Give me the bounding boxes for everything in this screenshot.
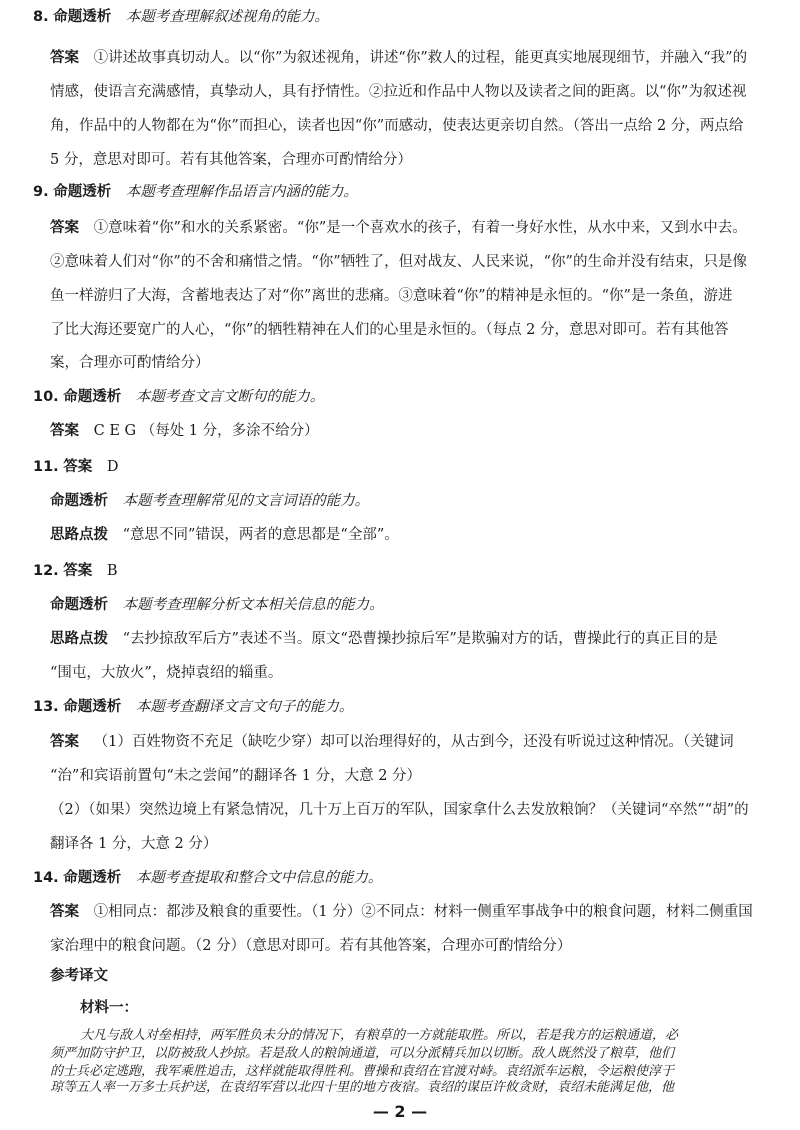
q13-heading [33,697,353,717]
hint-text: “去抄掠敌军后方”表述不当。原文“恐曹操抄掠后军”是欺骗对方的话，曹操此行的真正目的是 [122,631,718,647]
q8-answer-line-2: 情感，使语言充满感情，真挚动人，具有抒情性。②拉近和作品中人物以及读者之间的距离。以“你”为叙述视 [50,84,747,100]
answer-label: 答案 [50,904,79,920]
q9-answer-line-1 [50,218,747,238]
analysis-text: 本题考查理解分析文本相关信息的能力。 [122,597,384,613]
analysis-label: 命题透析 [53,9,112,25]
material-title: 材料一： [80,1000,138,1016]
q13-answer-line-4: 翻译各 1 分，大意 2 分） [50,836,218,852]
q8-answer-line-3: 角，作品中的人物都在为“你”而担心，读者也因“你”而感动，使表达更亲切自然。（答出一点给 2 分，两点给 [50,118,744,134]
hint-label: 思路点拨 [50,631,108,647]
q9-answer-line-5: 案，合理亦可酌情给分） [50,355,210,371]
question-number: 12. [33,563,59,579]
analysis-label: 命题透析 [63,699,122,715]
answer-choice: B [106,563,118,579]
question-number: 13. [33,699,59,715]
translation-line-4: 琼等五人率一万多士兵护送，在袁绍军营以北四十里的地方夜宿。袁绍的谋臣许攸贪财，袁绍未能满足他，他 [50,1080,675,1095]
hint-label: 思路点拨 [50,527,108,543]
q10-answer [50,421,319,441]
hint-text: “意思不同”错误，两者的意思都是“全部”。 [122,527,399,543]
translation-line-2: 须严加防守护卫，以防被敌人抄掠。若是敌人的粮饷通道，可以分派精兵加以切断。敌人既然没了粮草，他们 [50,1046,675,1061]
q8-heading [33,7,329,27]
analysis-text: 本题考查理解作品语言内涵的能力。 [125,184,358,200]
q14-heading [33,868,382,888]
analysis-label: 命题透析 [50,597,108,613]
q9-answer-line-3: 鱼一样游归了大海，含蓄地表达了对“你”离世的悲痛。③意味着“你”的精神是永恒的。“你”是一条鱼，游进 [50,288,733,304]
translation-heading: 参考译文 [50,968,108,984]
question-number: 10. [33,389,59,405]
q9-answer-line-2: ②意味着人们对“你”的不舍和痛惜之情。“你”牺牲了，但对战友、人民来说，“你”的生命并没有结束，只是像 [50,254,747,270]
answer-text: ①讲述故事真切动人。以“你”为叙述视角，讲述“你”救人的过程，能更真实地展现细节，并融入“我”的 [93,50,748,66]
q12-heading [33,561,118,581]
question-number: 9. [33,184,49,200]
answer-label: 答案 [63,563,93,579]
answer-label: 答案 [50,423,79,439]
answer-text: ①相同点：都涉及粮食的重要性。（1 分）②不同点：材料一侧重军事战争中的粮食问题，材料二侧重国 [93,904,753,920]
q9-answer-line-4: 了比大海还要宽广的人心，“你”的牺牲精神在人们的心里是永恒的。（每点 2 分，意思对即可。若有其他答 [50,322,729,338]
translation-line-3: 的士兵必定逃跑，我军乘胜追击，这样就能取得胜利。曹操和袁绍在官渡对峙。袁绍派车运粮，令运粮使淳于 [50,1064,675,1079]
answer-text: （1）百姓物资不充足（缺吃少穿）却可以治理得好的，从古到今，还没有听说过这种情况。（关键词 [93,734,734,750]
answer-label: 答案 [50,220,79,236]
q14-answer-line-1 [50,902,753,922]
answer-text: C E G （每处 1 分，多涂不给分） [93,423,319,439]
q8-answer-line-4: 5 分，意思对即可。若有其他答案，合理亦可酌情给分） [50,152,412,168]
analysis-label: 命题透析 [63,389,122,405]
q13-answer-line-2: “治”和宾语前置句“未之尝闻”的翻译各 1 分，大意 2 分） [50,768,422,784]
answer-label: 答案 [50,50,79,66]
q12-hint-line-1 [50,629,718,649]
q12-hint-line-2: “围屯，大放火”，烧掉袁绍的辎重。 [50,665,283,681]
q13-answer-line-3: （2）（如果）突然边境上有紧急情况，几十万上百万的军队，国家拿什么去发放粮饷？（关键词“卒然”“胡”的 [50,802,749,818]
q11-heading [33,457,119,477]
q8-answer-line-1 [50,48,747,68]
q10-heading [33,387,324,407]
q9-heading [33,182,358,202]
q12-analysis [50,595,384,615]
q14-answer-line-2: 家治理中的粮食问题。（2 分）（意思对即可。若有其他答案，合理亦可酌情给分） [50,938,572,954]
q11-analysis [50,491,369,511]
q11-hint [50,525,399,545]
analysis-label: 命题透析 [63,870,122,886]
answer-choice: D [106,459,119,475]
question-number: 8. [33,9,49,25]
analysis-text: 本题考查翻译文言文句子的能力。 [135,699,354,715]
analysis-text: 本题考查理解叙述视角的能力。 [125,9,329,25]
translation-line-1: 大凡与敌人对垒相持，两军胜负未分的情况下，有粮草的一方就能取胜。所以，若是我方的运粮通道，必 [80,1028,679,1043]
page-number: — 2 — [372,1102,428,1121]
question-number: 14. [33,870,59,886]
analysis-label: 命题透析 [53,184,112,200]
q13-answer-line-1 [50,732,734,752]
analysis-label: 命题透析 [50,493,108,509]
answer-text: ①意味着“你”和水的关系紧密。“你”是一个喜欢水的孩子，有着一身好水性，从水中来，又到水中去。 [93,220,747,236]
analysis-text: 本题考查提取和整合文中信息的能力。 [135,870,383,886]
answer-label: 答案 [63,459,93,475]
question-number: 11. [33,459,59,475]
answer-label: 答案 [50,734,79,750]
analysis-text: 本题考查理解常见的文言词语的能力。 [122,493,370,509]
analysis-text: 本题考查文言文断句的能力。 [135,389,325,405]
